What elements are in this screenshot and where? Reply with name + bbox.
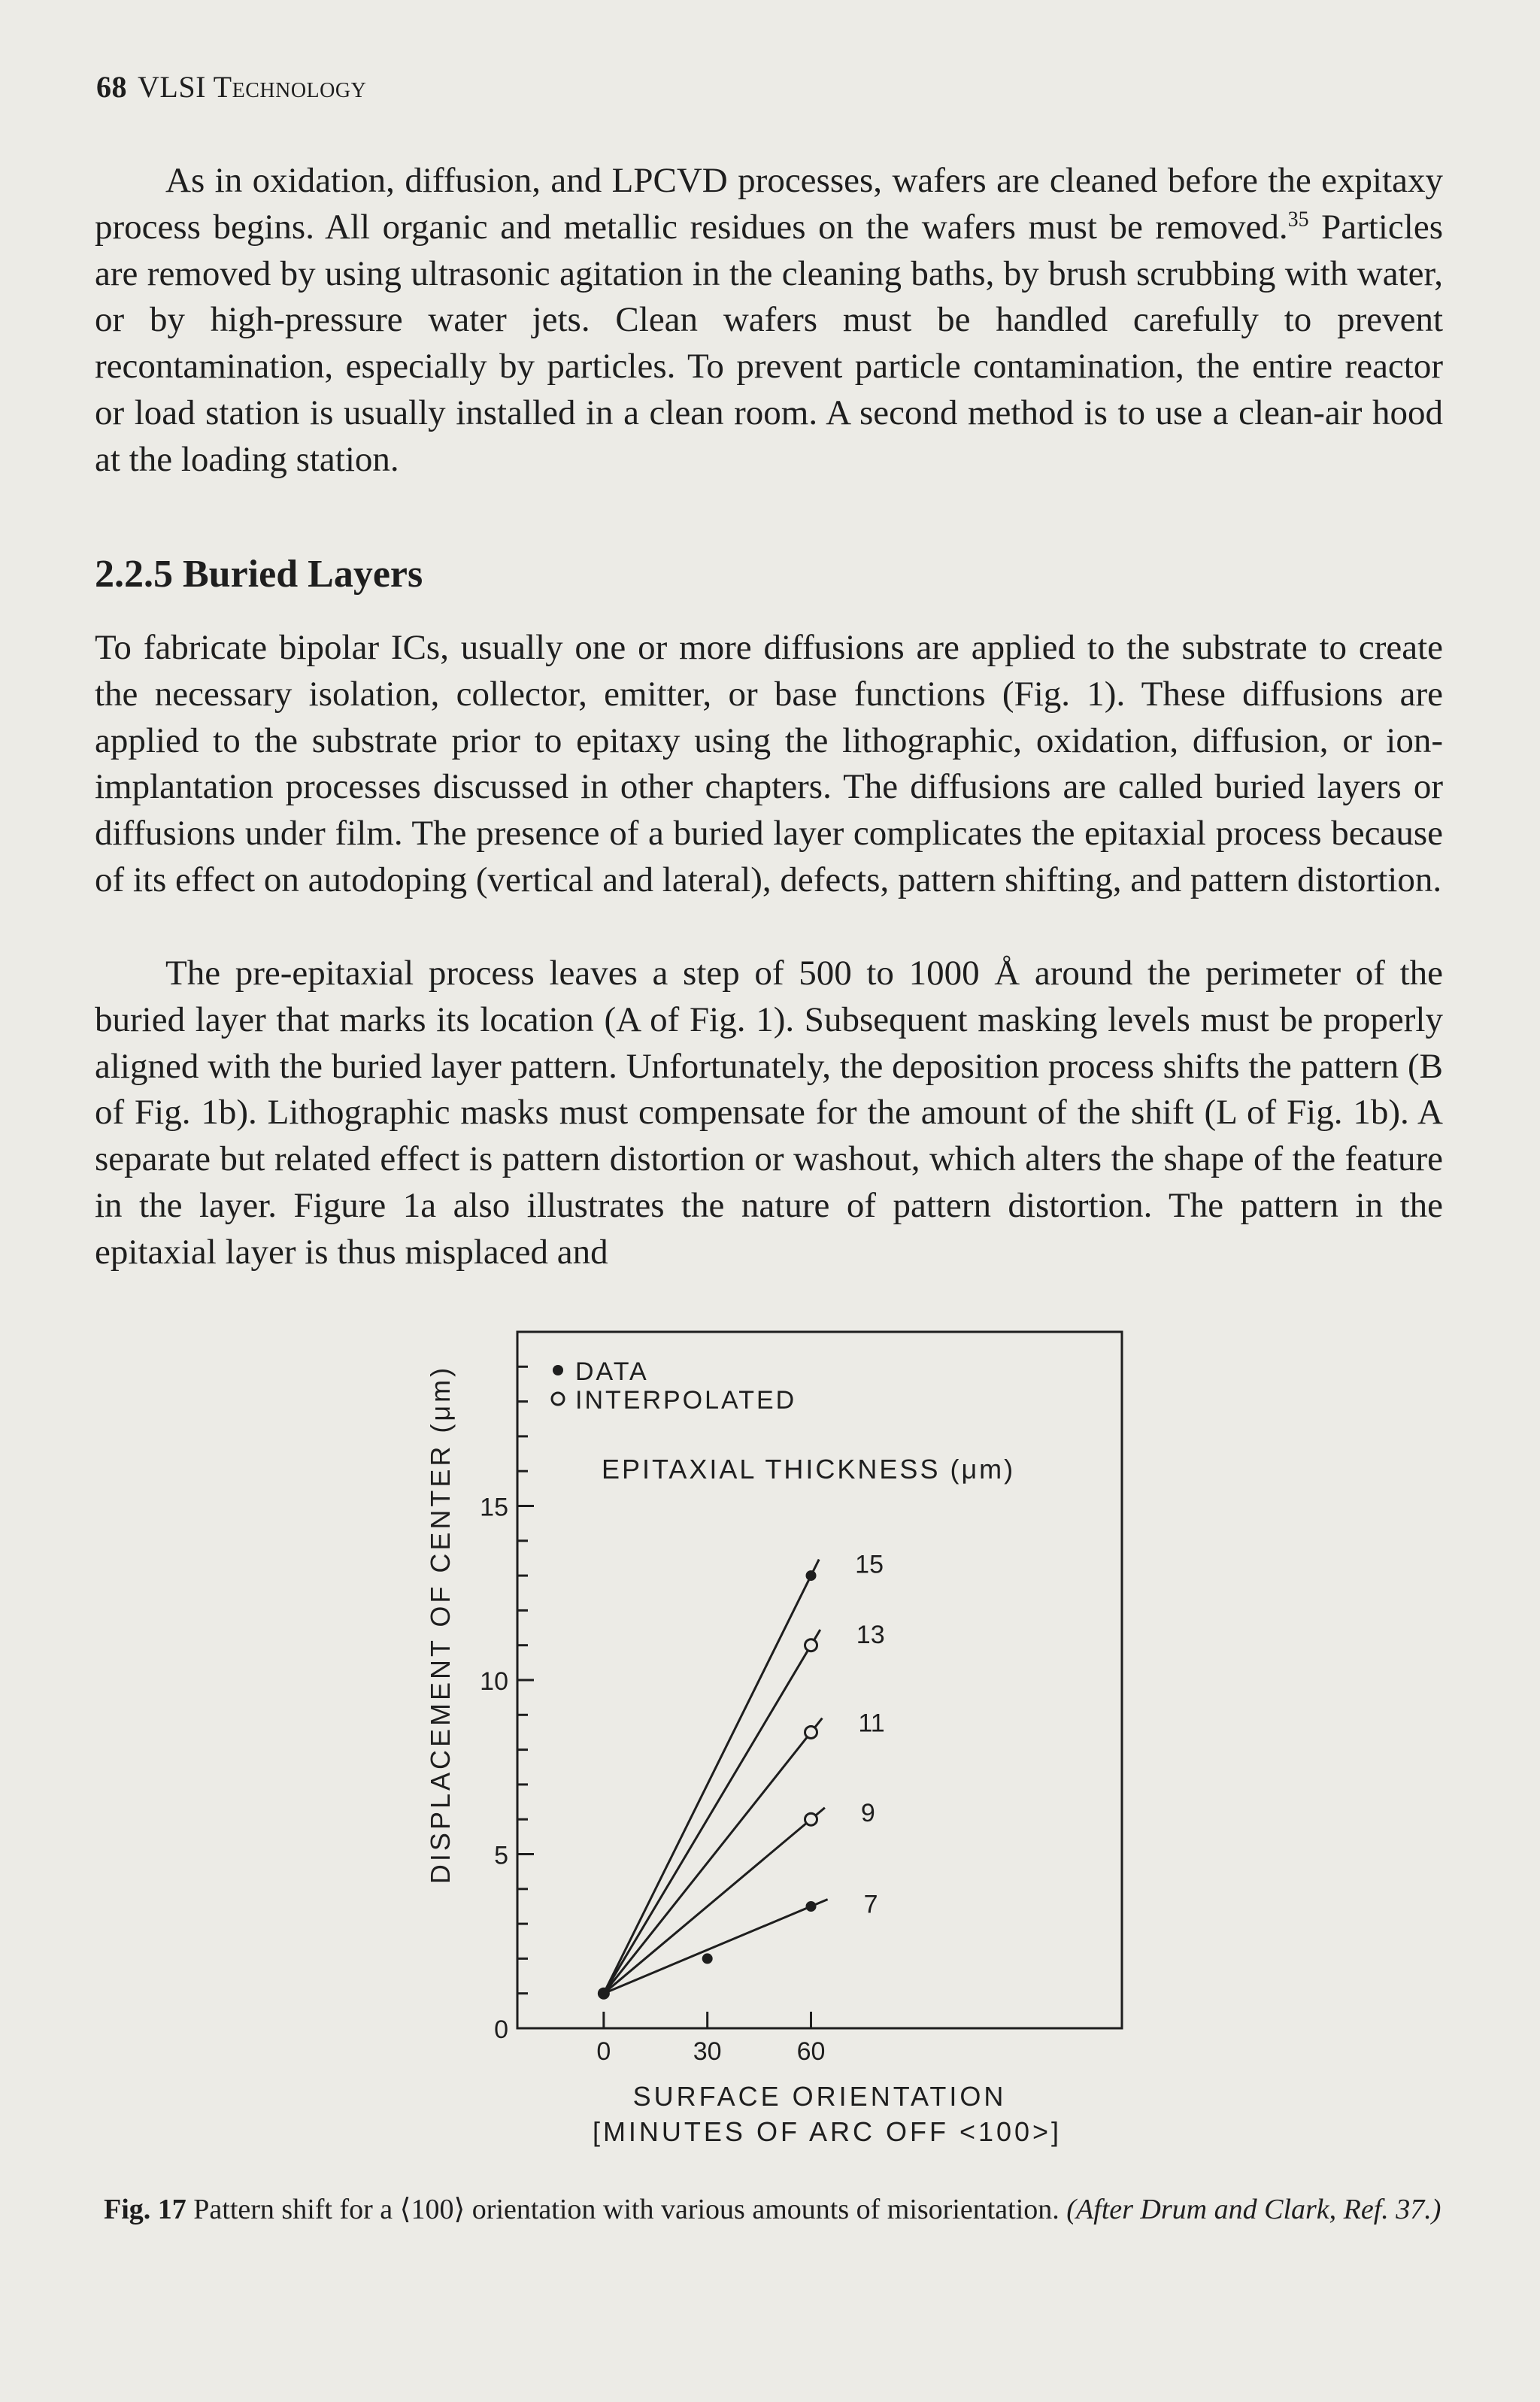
caption-text: Pattern shift for a ⟨100⟩ orientation with various amounts of misorientation. <box>186 2194 1067 2225</box>
paragraph-cleaning-part1: As in oxidation, diffusion, and LPCVD processes, wafers are cleaned before the expitaxy process begins. All organic and metallic residues on the wafers must be removed. <box>95 161 1443 247</box>
series-line-9 <box>604 1808 825 1994</box>
page-number: 68 <box>96 70 127 104</box>
series-line-15 <box>604 1560 819 1994</box>
paragraph-cleaning <box>95 158 1443 484</box>
y-axis-label: DISPLACEMENT OF CENTER (μm) <box>425 1364 456 1885</box>
reference-superscript: 35 <box>1287 208 1309 232</box>
y-tick-label: 0 <box>494 2015 508 2044</box>
figure-caption <box>104 2188 1450 2231</box>
legend-data-label: DATA <box>575 1357 649 1386</box>
caption-reference: (After Drum and Clark, Ref. 37.) <box>1066 2194 1441 2225</box>
paragraph-cleaning-part2: Particles are removed by using ultrasonic agitation in the cleaning baths, by brush scrubbing with water, or by high-pressure water jets. Clean wafers must be handled carefully to prevent recontamination, especially by particles. To prevent particle contamination, the entire reactor or load station is usually installed in a clean room. A second method is to use a clean-air hood at the loading station. <box>95 207 1443 479</box>
interpolated-point <box>805 1813 817 1825</box>
series-title: EPITAXIAL THICKNESS (μm) <box>602 1454 1016 1485</box>
series-line-13 <box>604 1630 820 1994</box>
series-layer <box>598 1551 885 2000</box>
x-axis-label-line2: [MINUTES OF ARC OFF <100>] <box>592 2116 1063 2147</box>
running-title: VLSI Technology <box>138 70 367 104</box>
y-axis <box>480 1366 534 2044</box>
paragraph-pre-epitaxial: The pre-epitaxial process leaves a step of 500 to 1000 Å around the perimeter of the buried layer that marks its location (A of Fig. 1). Subsequent masking levels must be properly aligned with the buried layer pattern. Unfortunately, the deposition process shifts the pattern (B of Fig. 1b). Lithographic masks must compensate for the amount of the shift (L of Fig. 1b). A separate but related effect is pattern distortion or washout, which alters the shape of the feature in the layer. Figure 1a also illustrates the nature of pattern distortion. The pattern in the epitaxial layer is thus misplaced and <box>95 954 1443 1272</box>
legend-interpolated-label: INTERPOLATED <box>575 1386 797 1415</box>
data-point <box>598 1988 610 2000</box>
interpolated-point <box>805 1726 817 1738</box>
x-tick-label: 60 <box>796 2037 826 2066</box>
interpolated-point <box>805 1639 817 1651</box>
plot-frame <box>517 1332 1122 2028</box>
y-tick-label: 15 <box>480 1493 508 1522</box>
x-tick-label: 0 <box>596 2037 611 2066</box>
paragraph-bipolar: To fabricate bipolar ICs, usually one or more diffusions are applied to the substrate to create the necessary isolation, collector, emitter, or base functions (Fig. 1). These diffusions are applied to the substrate prior to epitaxy using the lithographic, oxidation, diffusion, or ion-implantation processes discussed in other chapters. The diffusions are called buried layers or diffusions under film. The presence of a buried layer complicates the epitaxial process because of its effect on autodoping (vertical and lateral), defects, pattern shifting, and pattern distortion. <box>95 628 1443 899</box>
series-label-15: 15 <box>855 1550 884 1579</box>
y-tick-label: 5 <box>494 1841 508 1870</box>
y-tick-label: 10 <box>480 1667 508 1696</box>
data-point <box>702 1953 713 1964</box>
series-line-11 <box>604 1718 823 1994</box>
section-heading: 2.2.5 Buried Layers <box>95 553 423 596</box>
series-line-7 <box>604 1900 828 1994</box>
legend-data-marker <box>553 1365 563 1375</box>
x-axis-label-line1: SURFACE ORIENTATION <box>632 2081 1007 2112</box>
x-tick-label: 30 <box>693 2037 722 2066</box>
series-label-7: 7 <box>863 1890 878 1919</box>
legend-interpolated-marker <box>552 1393 564 1405</box>
series-label-9: 9 <box>860 1798 875 1827</box>
running-header <box>96 69 366 105</box>
series-label-11: 11 <box>858 1709 885 1738</box>
x-axis <box>596 2012 825 2066</box>
series-label-13: 13 <box>856 1621 885 1650</box>
caption-label: Fig. 17 <box>104 2194 186 2225</box>
data-point <box>806 1901 817 1912</box>
data-point <box>806 1570 817 1581</box>
